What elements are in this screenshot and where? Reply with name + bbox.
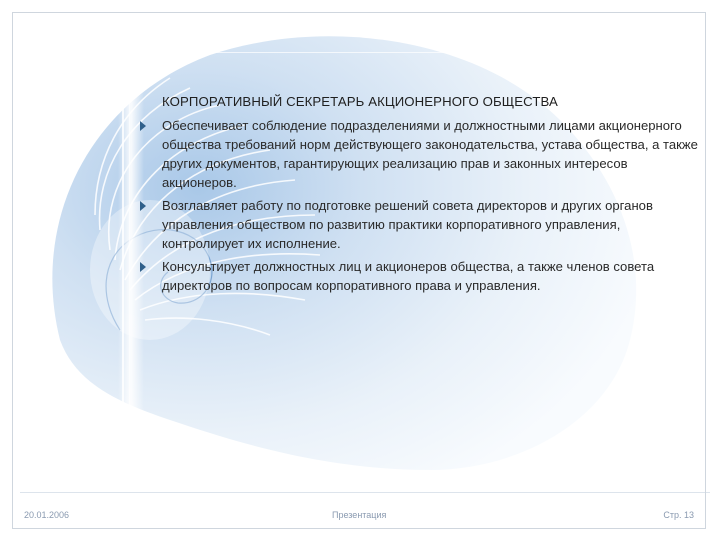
triangle-right-icon (140, 121, 146, 131)
triangle-right-icon (140, 201, 146, 211)
slide-title: КОРПОРАТИВНЫЙ СЕКРЕТАРЬ АКЦИОНЕРНОГО ОБЩЕСТВА (162, 94, 558, 109)
bullet-item (140, 116, 700, 192)
bullet-text: Обеспечивает соблюдение подразделениями и должностными лицами акционерного общества требований норм действующего законодательства, устава общества, а также других документов, гарантирующих реализацию прав и законных интересов акционеров. (162, 118, 698, 190)
bullet-text: Возглавляет работу по подготовке решений совета директоров и других органов управления обществом по развитию практики корпоративного управления, контролирует их исполнение. (162, 198, 653, 251)
triangle-right-icon (140, 262, 146, 272)
bullet-item (140, 257, 700, 295)
footer-title: Презентация (332, 510, 387, 520)
footer-date: 20.01.2006 (24, 510, 70, 520)
footer-page-number: Стр. 13 (663, 510, 694, 520)
bullet-text: Консультирует должностных лиц и акционеров общества, а также членов совета директоров по вопросам корпоративного права и управления. (162, 259, 655, 293)
bullet-list (140, 116, 700, 299)
bullet-item (140, 196, 700, 253)
